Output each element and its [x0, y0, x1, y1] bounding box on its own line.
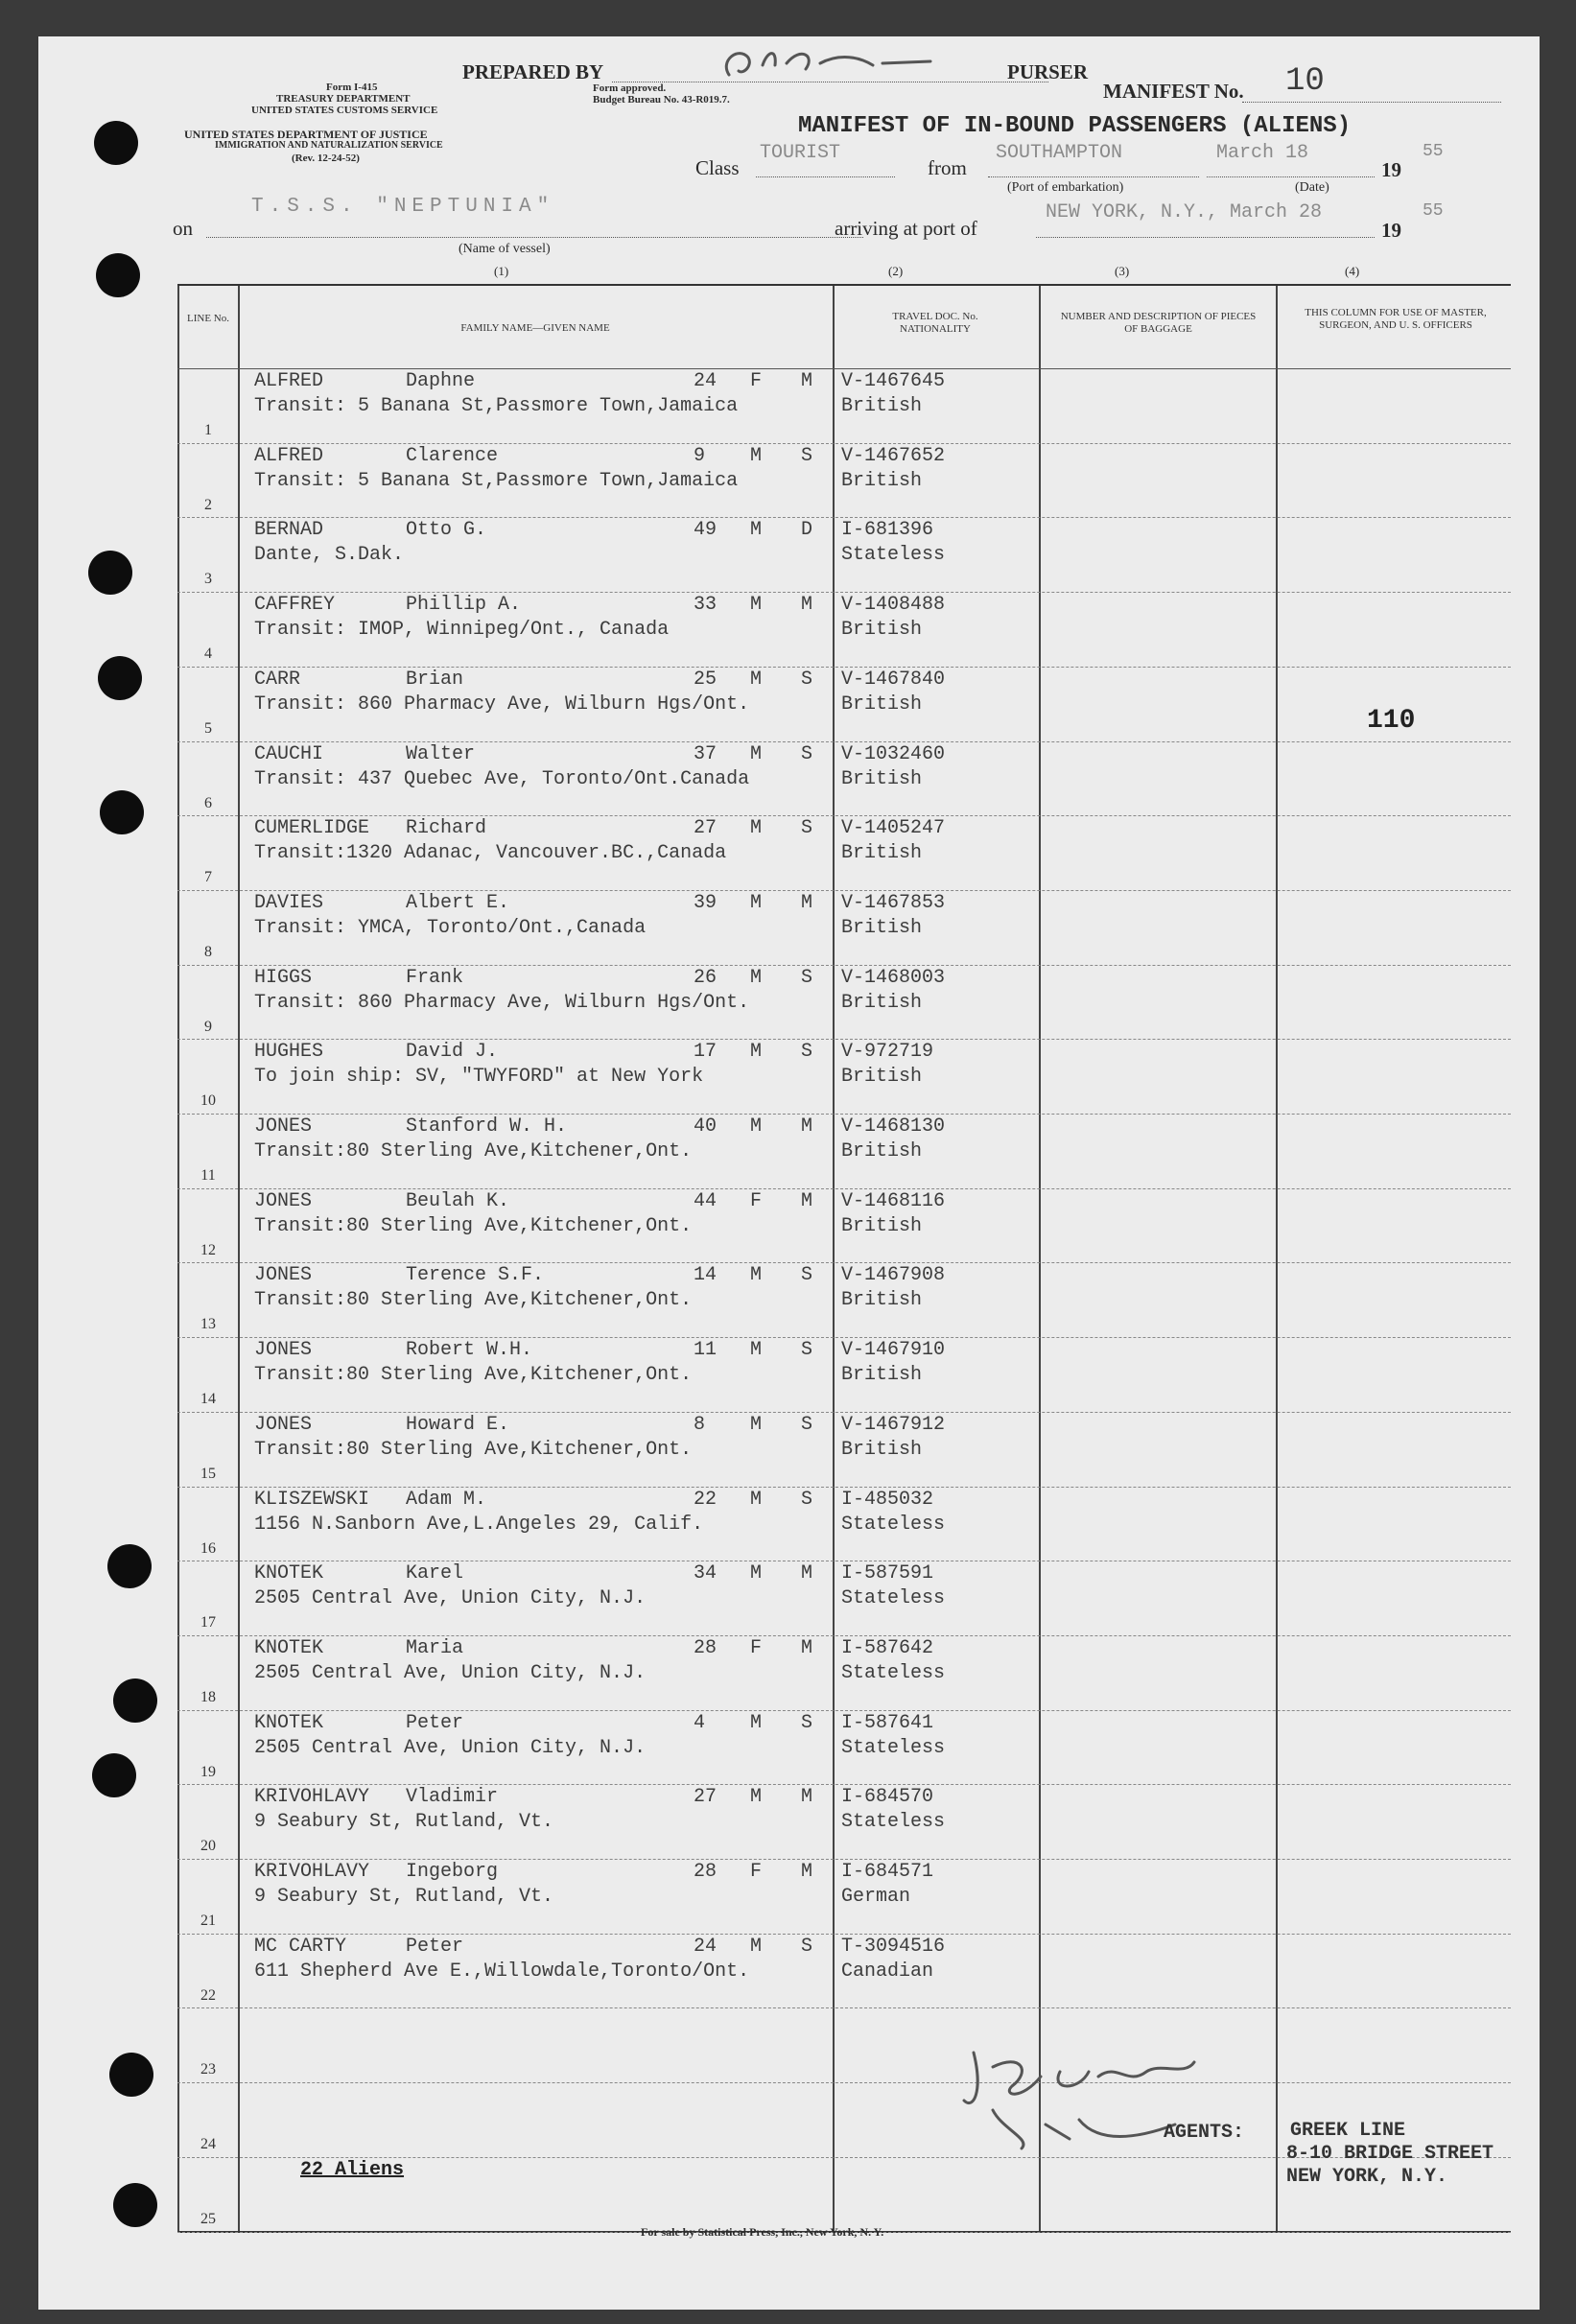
nationality: Stateless: [841, 544, 946, 567]
travel-doc-number: V-1468130: [841, 1115, 946, 1138]
nationality: Canadian: [841, 1960, 934, 1983]
family-name: KRIVOHLAVY: [254, 1786, 370, 1809]
given-name: Terence S.F.: [406, 1264, 545, 1287]
revision: (Rev. 12-24-52): [292, 153, 360, 164]
age: 22: [694, 1488, 717, 1511]
sex: M: [750, 1935, 763, 1958]
given-name: David J.: [406, 1041, 499, 1064]
family-name: JONES: [254, 1339, 313, 1362]
travel-doc-number: V-1467912: [841, 1413, 946, 1436]
nationality: British: [841, 1289, 923, 1312]
header-officers: THIS COLUMN FOR USE OF MASTER, SURGEON, AND U. S. OFFICERS: [1305, 307, 1487, 331]
sex: M: [750, 966, 763, 989]
travel-doc-number: V-1467840: [841, 668, 946, 691]
sex: M: [750, 1786, 763, 1809]
travel-doc-number: V-1405247: [841, 817, 946, 840]
line-number: 20: [200, 1838, 216, 1855]
line-number: 1: [204, 422, 212, 438]
from-value: SOUTHAMPTON: [996, 142, 1123, 164]
travel-doc-number: I-684570: [841, 1786, 934, 1809]
nationality: British: [841, 916, 923, 939]
sex: M: [750, 444, 763, 467]
nationality: British: [841, 1438, 923, 1461]
given-name: Walter: [406, 742, 476, 765]
line-number: 22: [200, 1986, 216, 2004]
agent-name: GREEK LINE: [1290, 2120, 1406, 2142]
nationality: British: [841, 1364, 923, 1387]
year-prefix: 19: [1381, 158, 1401, 181]
date-value: March 18: [1216, 142, 1309, 164]
address: 9 Seabury St, Rutland, Vt.: [254, 1886, 554, 1908]
sex: F: [750, 1636, 763, 1659]
class-label: Class: [695, 156, 740, 179]
family-name: JONES: [254, 1264, 313, 1287]
age: 27: [694, 1786, 717, 1809]
line-number: 11: [200, 1167, 216, 1184]
travel-doc-number: V-972719: [841, 1041, 934, 1064]
form-number: Form I-415: [326, 82, 378, 93]
ins-service: IMMIGRATION AND NATURALIZATION SERVICE: [215, 140, 443, 151]
line-number: 16: [200, 1539, 216, 1557]
sex: M: [750, 1711, 763, 1734]
given-name: Beulah K.: [406, 1189, 510, 1212]
given-name: Peter: [406, 1935, 464, 1958]
sex: M: [750, 1562, 763, 1585]
given-name: Adam M.: [406, 1488, 487, 1511]
header-travel-doc: TRAVEL DOC. No. NATIONALITY: [892, 311, 978, 335]
address: Transit: 860 Pharmacy Ave, Wilburn Hgs/Ont.: [254, 693, 750, 716]
nationality: German: [841, 1886, 911, 1908]
header-baggage: NUMBER AND DESCRIPTION OF PIECES OF BAGGAGE: [1060, 311, 1257, 335]
nationality: British: [841, 842, 923, 865]
marital-status: S: [801, 817, 813, 840]
family-name: CAUCHI: [254, 742, 324, 765]
column-number-4: (4): [1345, 264, 1360, 278]
marital-status: M: [801, 1636, 813, 1659]
total-aliens: 22 Aliens: [300, 2159, 405, 2181]
given-name: Frank: [406, 966, 464, 989]
given-name: Phillip A.: [406, 594, 522, 617]
marital-status: M: [801, 1115, 813, 1138]
nationality: Stateless: [841, 1587, 946, 1610]
line-number: 19: [200, 1763, 216, 1780]
given-name: Daphne: [406, 370, 476, 392]
family-name: CAFFREY: [254, 594, 336, 617]
age: 33: [694, 594, 717, 617]
family-name: KLISZEWSKI: [254, 1488, 370, 1511]
sex: M: [750, 742, 763, 765]
family-name: ALFRED: [254, 444, 324, 467]
travel-doc-number: I-587642: [841, 1636, 934, 1659]
nationality: British: [841, 395, 923, 417]
year-suffix-2: 55: [1423, 201, 1444, 221]
marital-status: S: [801, 1488, 813, 1511]
marital-status: S: [801, 1413, 813, 1436]
family-name: CUMERLIDGE: [254, 817, 370, 840]
travel-doc-number: I-681396: [841, 519, 934, 542]
family-name: JONES: [254, 1189, 313, 1212]
travel-doc-number: V-1408488: [841, 594, 946, 617]
age: 34: [694, 1562, 717, 1585]
travel-doc-number: I-587591: [841, 1562, 934, 1585]
age: 4: [694, 1711, 706, 1734]
sex: M: [750, 1264, 763, 1287]
footer-printer: For sale by Statistical Press, Inc., New York, N. Y.: [641, 2225, 884, 2239]
address: Transit: YMCA, Toronto/Ont.,Canada: [254, 916, 647, 939]
marital-status: S: [801, 444, 813, 467]
address: 611 Shepherd Ave E.,Willowdale,Toronto/Ont.: [254, 1960, 750, 1983]
address: 2505 Central Ave, Union City, N.J.: [254, 1587, 647, 1610]
nationality: British: [841, 991, 923, 1014]
date-caption: (Date): [1295, 180, 1329, 195]
punch-hole: [113, 1678, 157, 1723]
punch-hole: [98, 656, 142, 700]
given-name: Ingeborg: [406, 1861, 499, 1883]
arriving-label: arriving at port of: [835, 217, 977, 240]
travel-doc-number: I-587641: [841, 1711, 934, 1734]
age: 49: [694, 519, 717, 542]
line-number: 8: [204, 943, 212, 960]
travel-doc-number: V-1467910: [841, 1339, 946, 1362]
address: Dante, S.Dak.: [254, 544, 405, 567]
nationality: Stateless: [841, 1513, 946, 1536]
address: Transit: IMOP, Winnipeg/Ont., Canada: [254, 619, 670, 642]
age: 26: [694, 966, 717, 989]
age: 17: [694, 1041, 717, 1064]
sex: M: [750, 668, 763, 691]
line-number: 6: [204, 794, 212, 811]
line-number: 5: [204, 719, 212, 737]
sex: F: [750, 1189, 763, 1212]
sex: M: [750, 1115, 763, 1138]
justice-dept: UNITED STATES DEPARTMENT OF JUSTICE: [184, 128, 428, 141]
given-name: Clarence: [406, 444, 499, 467]
address: Transit:80 Sterling Ave,Kitchener,Ont.: [254, 1438, 693, 1461]
line-number: 7: [204, 869, 212, 886]
age: 28: [694, 1636, 717, 1659]
line-number: 17: [200, 1614, 216, 1631]
family-name: KNOTEK: [254, 1562, 324, 1585]
family-name: MC CARTY: [254, 1935, 347, 1958]
line-number: 9: [204, 1018, 212, 1035]
header-family-name: FAMILY NAME—GIVEN NAME: [460, 322, 610, 334]
nationality: British: [841, 1214, 923, 1237]
nationality: British: [841, 1066, 923, 1089]
travel-doc-number: V-1468116: [841, 1189, 946, 1212]
address: 2505 Central Ave, Union City, N.J.: [254, 1661, 647, 1684]
marital-status: S: [801, 668, 813, 691]
column-number-1: (1): [494, 264, 509, 278]
sex: M: [750, 817, 763, 840]
age: 25: [694, 668, 717, 691]
marital-status: D: [801, 519, 813, 542]
age: 37: [694, 742, 717, 765]
year-suffix: 55: [1423, 142, 1444, 161]
agent-street: 8-10 BRIDGE STREET: [1286, 2143, 1494, 2165]
given-name: Maria: [406, 1636, 464, 1659]
customs-service: UNITED STATES CUSTOMS SERVICE: [251, 105, 438, 116]
year-prefix-2: 19: [1381, 219, 1401, 242]
sex: M: [750, 1413, 763, 1436]
age: 28: [694, 1861, 717, 1883]
age: 24: [694, 370, 717, 392]
address: 9 Seabury St, Rutland, Vt.: [254, 1811, 554, 1834]
given-name: Robert W.H.: [406, 1339, 533, 1362]
marital-status: M: [801, 594, 813, 617]
budget-bureau: Budget Bureau No. 43-R019.7.: [593, 94, 730, 106]
officer-mark: 110: [1367, 706, 1416, 736]
manifest-sheet: [38, 36, 1540, 2310]
sex: M: [750, 1041, 763, 1064]
family-name: DAVIES: [254, 891, 324, 914]
given-name: Peter: [406, 1711, 464, 1734]
agent-city: NEW YORK, N.Y.: [1286, 2166, 1448, 2188]
line-number: 25: [200, 2210, 216, 2227]
family-name: ALFRED: [254, 370, 324, 392]
marital-status: S: [801, 742, 813, 765]
vessel-caption: (Name of vessel): [459, 242, 551, 256]
punch-hole: [113, 2183, 157, 2227]
port-caption: (Port of embarkation): [1007, 180, 1124, 195]
nationality: Stateless: [841, 1811, 946, 1834]
punch-hole: [94, 121, 138, 165]
sex: F: [750, 1861, 763, 1883]
given-name: Howard E.: [406, 1413, 510, 1436]
travel-doc-number: V-1467908: [841, 1264, 946, 1287]
family-name: BERNAD: [254, 519, 324, 542]
travel-doc-number: V-1467645: [841, 370, 946, 392]
travel-doc-number: V-1032460: [841, 742, 946, 765]
address: Transit: 437 Quebec Ave, Toronto/Ont.Canada: [254, 767, 750, 790]
sex: M: [750, 594, 763, 617]
line-number: 13: [200, 1316, 216, 1333]
line-number: 23: [200, 2061, 216, 2078]
given-name: Vladimir: [406, 1786, 499, 1809]
line-number: 24: [200, 2136, 216, 2153]
line-number: 10: [200, 1092, 216, 1110]
line-number: 18: [200, 1688, 216, 1705]
punch-hole: [100, 790, 144, 834]
line-number: 14: [200, 1391, 216, 1408]
vessel-name: T.S.S. "NEPTUNIA": [251, 196, 555, 218]
marital-status: S: [801, 1711, 813, 1734]
travel-doc-number: V-1468003: [841, 966, 946, 989]
from-label: from: [928, 156, 967, 179]
family-name: KNOTEK: [254, 1711, 324, 1734]
marital-status: S: [801, 1339, 813, 1362]
nationality: British: [841, 469, 923, 492]
age: 39: [694, 891, 717, 914]
marital-status: M: [801, 1786, 813, 1809]
marital-status: M: [801, 1189, 813, 1212]
given-name: Stanford W. H.: [406, 1115, 568, 1138]
age: 11: [694, 1339, 717, 1362]
travel-doc-number: V-1467853: [841, 891, 946, 914]
family-name: CARR: [254, 668, 301, 691]
prepared-by-label: PREPARED BY: [462, 60, 604, 83]
punch-hole: [96, 253, 140, 297]
given-name: Richard: [406, 817, 487, 840]
family-name: HIGGS: [254, 966, 313, 989]
header-line-no: LINE No.: [187, 313, 229, 324]
family-name: HUGHES: [254, 1041, 324, 1064]
column-number-3: (3): [1115, 264, 1130, 278]
age: 44: [694, 1189, 717, 1212]
age: 24: [694, 1935, 717, 1958]
marital-status: S: [801, 1041, 813, 1064]
travel-doc-number: I-684571: [841, 1861, 934, 1883]
line-number: 3: [204, 571, 212, 588]
sex: M: [750, 519, 763, 542]
column-number-2: (2): [888, 264, 904, 278]
travel-doc-number: I-485032: [841, 1488, 934, 1511]
manifest-title: MANIFEST OF IN-BOUND PASSENGERS (ALIENS): [798, 113, 1352, 139]
sex: M: [750, 1488, 763, 1511]
line-number: 15: [200, 1465, 216, 1482]
given-name: Otto G.: [406, 519, 487, 542]
manifest-no-label: MANIFEST No.: [1103, 80, 1244, 103]
given-name: Albert E.: [406, 891, 510, 914]
marital-status: M: [801, 1562, 813, 1585]
address: 1156 N.Sanborn Ave,L.Angeles 29, Calif.: [254, 1513, 704, 1536]
line-number: 2: [204, 496, 212, 513]
age: 9: [694, 444, 706, 467]
family-name: JONES: [254, 1115, 313, 1138]
age: 8: [694, 1413, 706, 1436]
address: Transit:80 Sterling Ave,Kitchener,Ont.: [254, 1214, 693, 1237]
punch-hole: [88, 551, 132, 595]
line-number: 21: [200, 1913, 216, 1929]
punch-hole: [92, 1753, 136, 1797]
on-label: on: [173, 217, 193, 240]
manifest-number: 10: [1285, 63, 1325, 100]
treasury-dept: TREASURY DEPARTMENT: [276, 93, 411, 105]
line-number: 4: [204, 646, 212, 663]
arrival-port-date: NEW YORK, N.Y., March 28: [1046, 201, 1323, 223]
address: Transit:80 Sterling Ave,Kitchener,Ont.: [254, 1289, 693, 1312]
family-name: JONES: [254, 1413, 313, 1436]
travel-doc-number: V-1467652: [841, 444, 946, 467]
marital-status: S: [801, 1935, 813, 1958]
purser-label: PURSER: [1007, 60, 1089, 83]
marital-status: S: [801, 966, 813, 989]
travel-doc-number: T-3094516: [841, 1935, 946, 1958]
nationality: British: [841, 1140, 923, 1162]
address: Transit:80 Sterling Ave,Kitchener,Ont.: [254, 1364, 693, 1387]
age: 27: [694, 817, 717, 840]
punch-hole: [107, 1544, 152, 1588]
sex: F: [750, 370, 763, 392]
line-number: 12: [200, 1241, 216, 1258]
marital-status: M: [801, 370, 813, 392]
nationality: British: [841, 619, 923, 642]
class-value: TOURIST: [760, 142, 841, 164]
address: Transit: 5 Banana St,Passmore Town,Jamaica: [254, 469, 739, 492]
nationality: Stateless: [841, 1736, 946, 1759]
address: Transit:1320 Adanac, Vancouver.BC.,Canada: [254, 842, 727, 865]
nationality: British: [841, 693, 923, 716]
agents-label: AGENTS:: [1164, 2122, 1245, 2144]
nationality: British: [841, 767, 923, 790]
passenger-table: [177, 284, 1511, 2233]
address: Transit: 860 Pharmacy Ave, Wilburn Hgs/Ont.: [254, 991, 750, 1014]
family-name: KNOTEK: [254, 1636, 324, 1659]
marital-status: M: [801, 1861, 813, 1883]
sex: M: [750, 891, 763, 914]
address: To join ship: SV, "TWYFORD" at New York: [254, 1066, 704, 1089]
address: 2505 Central Ave, Union City, N.J.: [254, 1736, 647, 1759]
purser-signature: [710, 36, 940, 84]
family-name: KRIVOHLAVY: [254, 1861, 370, 1883]
given-name: Brian: [406, 668, 464, 691]
address: Transit: 5 Banana St,Passmore Town,Jamaica: [254, 395, 739, 417]
marital-status: S: [801, 1264, 813, 1287]
age: 40: [694, 1115, 717, 1138]
punch-hole: [109, 2053, 153, 2097]
age: 14: [694, 1264, 717, 1287]
given-name: Karel: [406, 1562, 464, 1585]
marital-status: M: [801, 891, 813, 914]
sex: M: [750, 1339, 763, 1362]
nationality: Stateless: [841, 1661, 946, 1684]
form-approved: Form approved.: [593, 82, 667, 94]
address: Transit:80 Sterling Ave,Kitchener,Ont.: [254, 1140, 693, 1162]
